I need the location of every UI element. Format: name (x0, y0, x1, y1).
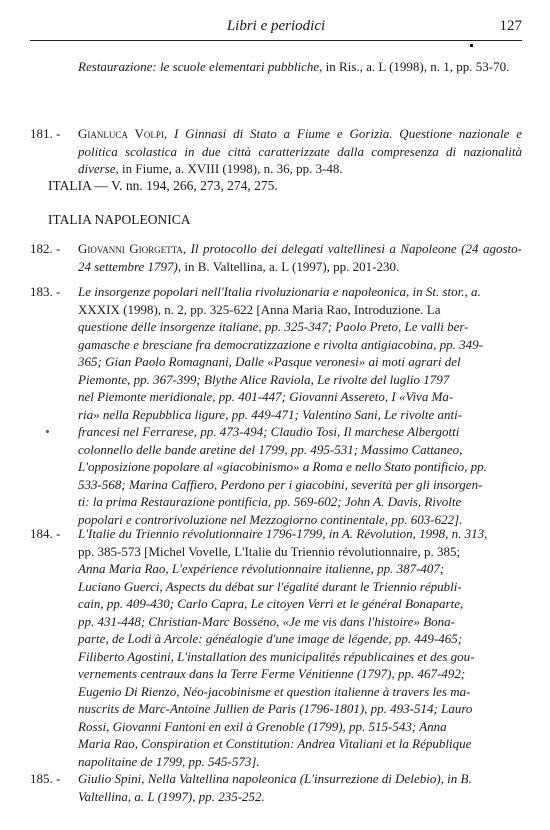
entry-181 (30, 125, 522, 178)
section-heading: ITALIA NAPOLEONICA (48, 212, 191, 227)
entry-text (78, 283, 522, 528)
entry-183 (30, 283, 522, 528)
entry-line: L'Italie du Triennio révolutionnaire 1796-1799, in A. Révolution, 1998, n. 313, (78, 526, 488, 541)
entry-text (78, 770, 522, 805)
entry-title: I Ginnasi di Stato a Fiume e Gorizia. Questione nazionale e politica scolastica in due città caratterizzate dalla compresenza di nazionalità diverse (78, 126, 522, 176)
entry-line: 365; Gian Paolo Romagnani, Dalle «Pasque veronesi» ai moti agrari del (78, 354, 461, 369)
entry-source: , in Fiume, a. XVIII (1998), n. 36, pp. 3-48. (115, 161, 343, 176)
entry-line: pp. 431-448; Christian-Marc Bosséno, «Je me vis dans l'histoire» Bona- (78, 613, 455, 629)
entry-line: Valtellina, a. L (1997), pp. 235-252. (78, 788, 265, 804)
entry-line: Rossi, Giovanni Fantoni en exil à Grenoble (1799), pp. 515-543; Anna (78, 718, 447, 734)
running-title: Libri e periodici (226, 18, 326, 34)
entry-line: Anna Maria Rao, L'expérience révolutionnaire italienne, pp. 387-407; (78, 561, 445, 576)
entry-line: ti: la prima Restaurazione pontificia, pp. 569-602; John A. Davis, Rivolte (78, 494, 462, 509)
print-mark (470, 44, 473, 47)
entry-author: Giovanni Giorgetta (78, 241, 183, 256)
entry-line: Giulio Spini, Nella Valtellina napoleonica (L'insurrezione di Delebio), in B. (78, 771, 472, 786)
entry-number: 182. - (30, 241, 61, 256)
entry-text: Giovanni Giorgetta, Il protocollo dei delegati valtellinesi a Napoleone (24 agosto-24 settembre 1797), in B. Valtellina, a. L (1997), pp. 201-230. (78, 241, 522, 274)
entry-line: L'opposizione popolare al «giacobinismo» a Roma e nello Stato pontificio, pp. (78, 459, 487, 474)
entry-line: pp. 385-573 [Michel Vovelle, L'Italie du Triennio révolutionnaire, p. 385; (78, 543, 461, 559)
entry-line: vernements centraux dans la Terre Ferme Vénitienne (1797), pp. 467-492; (78, 666, 466, 681)
continuation-italic: Restaurazione: le scuole elementari pubbliche (78, 59, 320, 74)
entry-line: napolitaine de 1799, pp. 545-573]. (78, 753, 260, 769)
entry-number: 184. - (30, 526, 61, 541)
entry-line: ria» nella Repubblica ligure, pp. 449-471; Valentino Sani, Le rivolte anti- (78, 406, 463, 422)
entry-author: Gianluca Volpi (78, 126, 164, 141)
entry-185 (30, 770, 522, 805)
continuation-text (78, 58, 522, 76)
entry-text (78, 525, 522, 770)
entry-line: popolari e controrivoluzione nel Mezzogiorno continentale, pp. 603-622]. (78, 511, 463, 527)
entry-line: Filiberto Agostini, L'installation des municipalités républicaines et des gou- (78, 648, 475, 664)
entry-title: Il protocollo dei delegati valtellinesi a Napoleone (24 agosto-24 settembre 1797) (78, 241, 522, 274)
entry-line: francesi nel Ferrarese, pp. 473-494; Claudio Tosi, Il marchese Albergotti (78, 424, 460, 439)
entry-line: gamasche e bresciane fra democratizzazione e rivolta antigiacobina, pp. 349- (78, 336, 483, 352)
entry-line: nuscrits de Marc-Antoine Jullien de Paris (1796-1801), pp. 493-514; Lauro (78, 701, 473, 716)
entry-line: parte, de Lodi à Arcole: généalogie d'une image de légende, pp. 449-465; (78, 631, 463, 646)
entry-line: colonnello delle bande aretine del 1799, pp. 495-531; Massimo Cattaneo, (78, 441, 463, 457)
entry-line: Piemonte, pp. 367-399; Blythe Alice Raviola, Le rivolte del luglio 1797 (78, 371, 450, 387)
page-header (30, 18, 522, 41)
cross-reference: ITALIA — V. nn. 194, 266, 273, 274, 275. (48, 178, 278, 193)
entry-line: cain, pp. 409-430; Carlo Capra, Le citoyen Verri et le général Bonaparte, (78, 596, 464, 611)
entry-line: Luciano Guerci, Aspects du débat sur l'égalité durant le Triennio républi- (78, 578, 462, 594)
entry-source: , in B. Valtellina, a. L (1997), pp. 201-230. (177, 258, 400, 274)
entry-line: XXXIX (1998), n. 2, pp. 325-622 [Anna Maria Rao, Introduzione. La (78, 301, 441, 317)
entry-line: Le insorgenze popolari nell'Italia rivoluzionaria e napoleonica, in St. stor., a. (78, 284, 481, 299)
entry-line: Maria Rao, Conspiration et Constitution: Andrea Vitaliani et la République (78, 736, 472, 751)
entry-182 (30, 240, 522, 275)
entry-line: nel Piemonte meridionale, pp. 401-447; Giovanni Assereto, I «Viva Ma- (78, 389, 454, 404)
entry-text: Gianluca Volpi, I Ginnasi di Stato a Fiume e Gorizia. Questione nazionale e politica scolastica in due città caratterizzate dalla compresenza di nazionalità diverse, in Fiume, a. XVIII (1998), n. 36, pp. 3-48. (78, 126, 522, 176)
entry-line: questione delle insorgenze italiane, pp. 325-347; Paolo Preto, Le valli ber- (78, 319, 469, 334)
entry-line: 533-568; Marina Caffiero, Perdono per i giacobini, severità per gli insorgen- (78, 476, 483, 492)
entry-number: 185. - (30, 771, 61, 786)
page-number: 127 (499, 18, 522, 34)
entry-number: 183. - (30, 284, 61, 299)
entry-184 (30, 525, 522, 770)
entry-line: Eugenio Di Rienzo, Néo-jacobinisme et question italienne à travers les ma- (78, 683, 471, 699)
ink-speck (46, 430, 49, 433)
entry-number: 181. - (30, 126, 61, 141)
continuation-rest: , in Ris., a. L (1998), n. 1, pp. 53-70. (319, 59, 510, 74)
